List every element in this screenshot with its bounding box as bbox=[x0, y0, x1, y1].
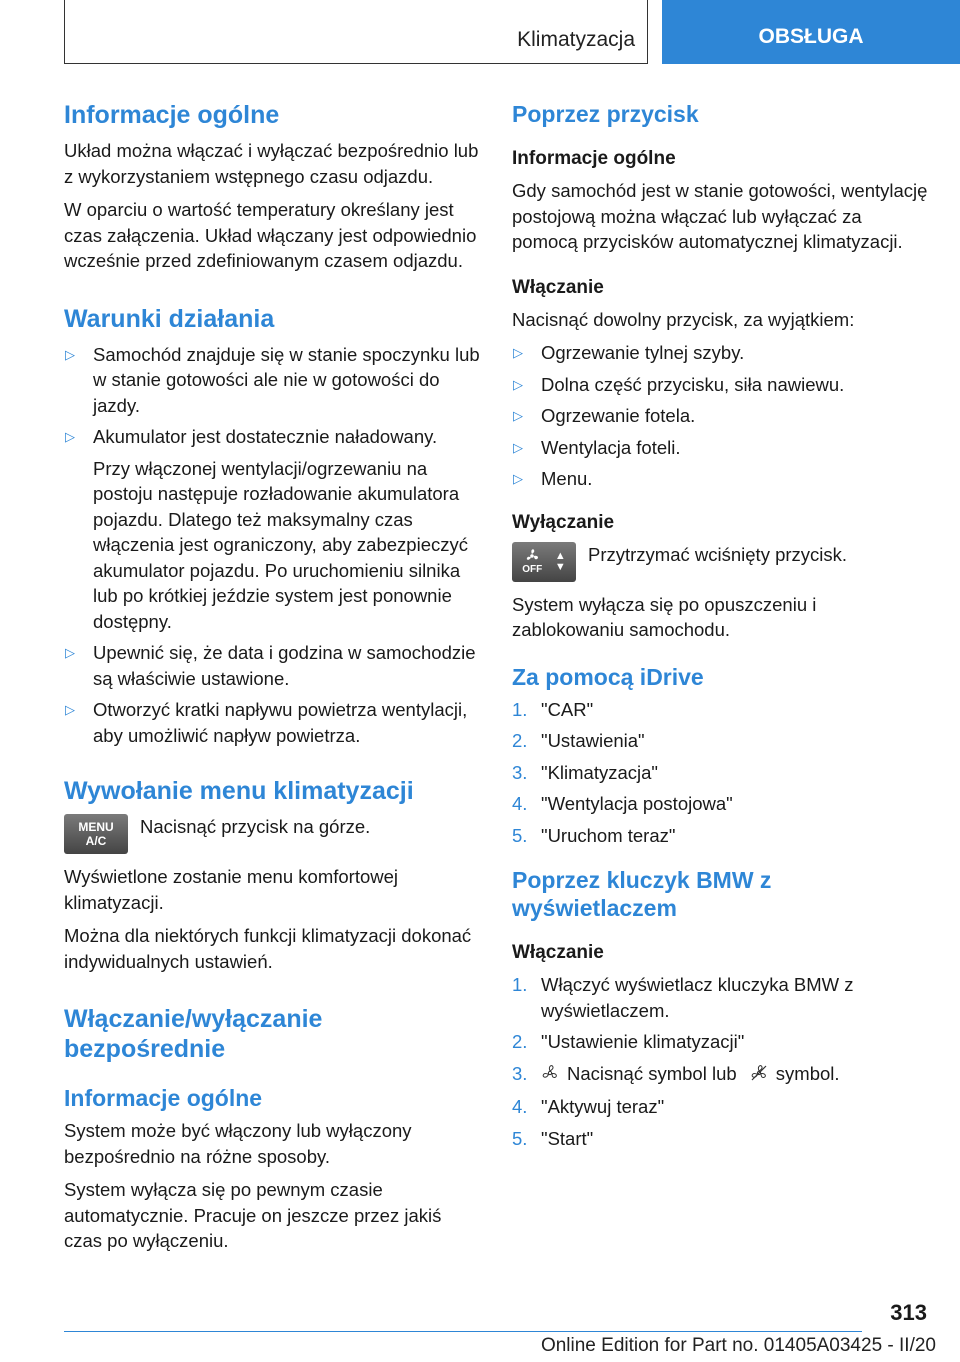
list-item: 1. "CAR" bbox=[512, 698, 594, 720]
list-item: 1. Włączyć wyświetlacz kluczyka BMW z wyświetlaczem. bbox=[512, 974, 854, 1021]
fan-off-icon bbox=[750, 1063, 768, 1089]
conditions-list bbox=[64, 342, 480, 749]
list-item: 2. "Ustawienia" bbox=[512, 730, 645, 751]
arrow-down-icon: ▼ bbox=[554, 560, 566, 573]
menu-button-row bbox=[64, 814, 480, 854]
triangle-bullet-icon: ▷ bbox=[65, 346, 75, 362]
list-item: ▷ Upewnić się, że data i godzina w samochodzie są właściwie ustawione. bbox=[65, 642, 476, 689]
triangle-bullet-icon: ▷ bbox=[513, 439, 523, 455]
list-item: 5. "Start" bbox=[512, 1127, 594, 1149]
off-subheading: Wyłączanie bbox=[512, 511, 615, 533]
list-item: 4. "Wentylacja postojowa" bbox=[512, 793, 733, 814]
list-item: ▷ Ogrzewanie tylnej szyby. bbox=[512, 340, 932, 366]
off-press-text: Przytrzymać wciśnięty przycisk. bbox=[588, 543, 848, 565]
menu-heading: Wywołanie menu klimatyzacji bbox=[64, 777, 414, 805]
list-item: ▷ Samochód znajduje się w stanie spoczynku lub w stanie gotowości ale nie w gotowości do jazdy. bbox=[65, 343, 480, 416]
arrow-up-icon: ▲ bbox=[554, 549, 566, 562]
off-paragraph: System wyłącza się po opuszczeniu i zablokowaniu samochodu. bbox=[512, 593, 817, 640]
list-item: 4. "Aktywuj teraz" bbox=[512, 1096, 665, 1117]
list-item: ▷ Otworzyć kratki napływu powietrza wentylacji, aby umożliwić napływ powietrza. bbox=[65, 699, 468, 746]
direct-heading: Włączanie/wyłączanie bezpośrednie bbox=[64, 1005, 323, 1063]
triangle-bullet-icon: ▷ bbox=[65, 429, 75, 444]
triangle-bullet-icon: ▷ bbox=[65, 702, 75, 717]
header-box bbox=[64, 0, 648, 64]
off-button-row bbox=[512, 542, 932, 582]
general-info-paragraph-2: W oparciu o wartość temperatury określany jest czas załączenia. Układ włączany jest odpowiednio wcześnie przed zdefiniowanym czasem odjazdu. bbox=[64, 199, 477, 271]
header-section-title: Klimatyzacja bbox=[517, 28, 635, 51]
list-item: 5. "Uruchom teraz" bbox=[512, 824, 676, 846]
menu-paragraph-1: Wyświetlone zostanie menu komfortowej klimatyzacji. bbox=[64, 866, 399, 913]
triangle-bullet-icon: ▷ bbox=[513, 376, 523, 392]
menu-ac-button-icon: MENU A/C bbox=[64, 814, 128, 854]
key-steps bbox=[512, 972, 932, 1151]
direct-paragraph-2: System wyłącza się po pewnym czasie automatycznie. Pracuje on jeszcze przez jakiś czas po wyłączeniu. bbox=[64, 1179, 442, 1251]
page-number: 313 bbox=[890, 1300, 927, 1325]
fan-off-button-icon: OFF ▲ ▼ bbox=[512, 542, 576, 582]
triangle-bullet-icon: ▷ bbox=[65, 645, 75, 660]
button-general-subheading: Informacje ogólne bbox=[512, 148, 676, 169]
left-column bbox=[64, 100, 480, 1262]
general-info-paragraph-1: Układ można włączać i wyłączać bezpośrednio lub z wykorzystaniem wstępnego czasu odjazdu. bbox=[64, 140, 479, 187]
footer-divider bbox=[64, 1331, 862, 1332]
list-item: ▷ Dolna część przycisku, siła nawiewu. bbox=[512, 372, 932, 398]
list-item: ▷ Akumulator jest dostatecznie naładowany. Przy włączonej wentylacji/ogrzewaniu na postoju następuje rozładowanie akumulatora pojazdu. Dlatego też maksymalny czas włączenia jest ograniczony, aby zabezpieczyć akumulator pojazdu. Po uruchomieniu silnika lub po krótkiej jeździe system jest ponownie dostępny. bbox=[64, 424, 480, 634]
button-heading: Poprzez przycisk bbox=[512, 101, 699, 127]
on-subheading: Włączanie bbox=[512, 276, 604, 298]
fan-icon bbox=[523, 548, 541, 564]
header-chapter-tab: OBSŁUGA bbox=[662, 0, 960, 64]
on-paragraph: Nacisnąć dowolny przycisk, za wyjątkiem: bbox=[512, 308, 855, 330]
triangle-bullet-icon: ▷ bbox=[513, 345, 523, 360]
exceptions-list bbox=[512, 340, 932, 492]
footer-edition: Online Edition for Part no. 01405A03425 - II/20 bbox=[540, 1335, 936, 1356]
idrive-heading: Za pomocą iDrive bbox=[512, 663, 704, 690]
direct-paragraph-1: System może być włączony lub wyłączony bezpośrednio na różne sposoby. bbox=[64, 1120, 412, 1167]
triangle-bullet-icon: ▷ bbox=[513, 471, 523, 486]
key-heading: Poprzez kluczyk BMW z wyświetlaczem bbox=[512, 867, 772, 921]
triangle-bullet-icon: ▷ bbox=[513, 408, 523, 423]
right-column bbox=[512, 100, 932, 1157]
conditions-heading: Warunki działania bbox=[64, 304, 275, 333]
list-item: 2. "Ustawienie klimatyzacji" bbox=[512, 1031, 745, 1052]
list-item: ▷ Ogrzewanie fotela. bbox=[512, 403, 932, 429]
menu-press-text: Nacisnąć przycisk na górze. bbox=[140, 816, 371, 837]
list-item: 3. "Klimatyzacja" bbox=[512, 761, 658, 783]
list-item: 3. Nacisnąć symbol lub symbol. bbox=[512, 1061, 932, 1089]
list-item-note: Przy włączonej wentylacji/ogrzewaniu na postoju następuje rozładowanie akumulatora pojazdu. Dlatego też maksymalny czas włączenia jest ograniczony, aby zabezpieczyć akumulator pojazdu. Po uruchomieniu silnika lub po krótkiej jeździe system jest ponownie dostępny. bbox=[93, 457, 468, 632]
key-on-subheading: Włączanie bbox=[512, 942, 604, 963]
menu-paragraph-2: Można dla niektórych funkcji klimatyzacji dokonać indywidualnych ustawień. bbox=[64, 925, 472, 972]
general-info-heading: Informacje ogólne bbox=[64, 101, 280, 129]
list-item: ▷ Wentylacja foteli. bbox=[512, 435, 932, 461]
idrive-steps bbox=[512, 697, 932, 849]
list-item: ▷ Menu. bbox=[512, 466, 932, 492]
fan-icon bbox=[541, 1063, 559, 1089]
direct-general-subheading: Informacje ogólne bbox=[64, 1085, 263, 1111]
button-general-paragraph: Gdy samochód jest w stanie gotowości, wentylację postojową można włączać lub wyłączać za pomocą przycisków automatycznej klimatyzacji. bbox=[512, 180, 928, 252]
